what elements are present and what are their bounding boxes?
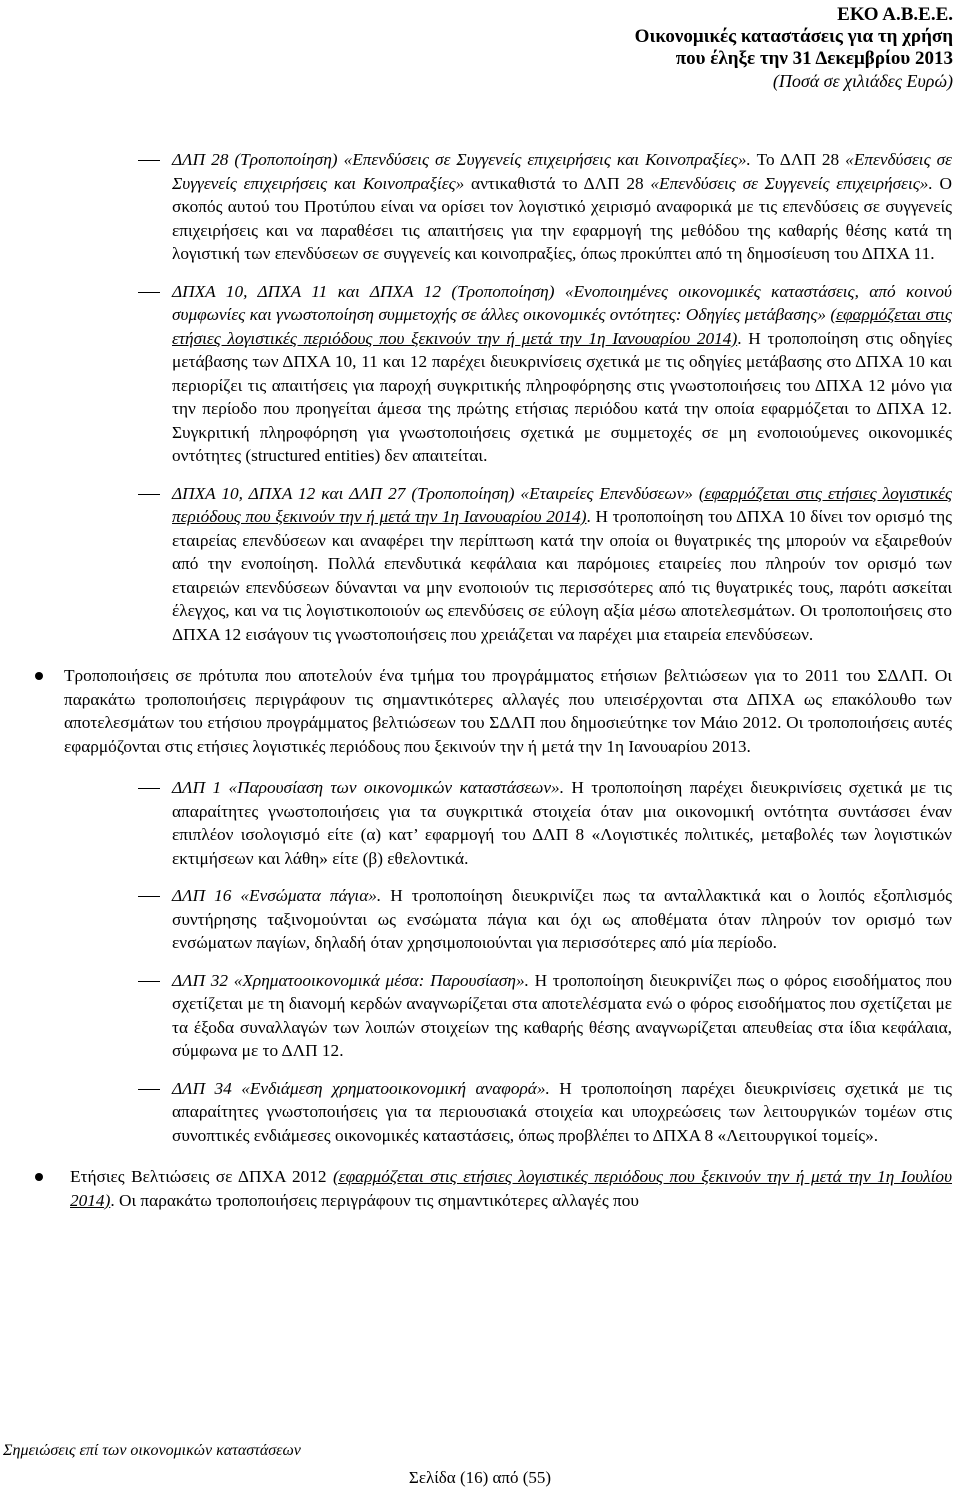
standard-title: ΔΛΠ 34 «Ενδιάμεση χρηματοοικονομική αναφορά». (172, 1078, 550, 1098)
text: Τροποποιήσεις σε πρότυπα που αποτελούν ένα τμήμα του προγράμματος ετήσιων βελτιώσεων για το 2011 του ΣΔΛΠ. Οι παρακάτω τροποποιήσεις περιγράφουν τις σημαντικότερες αλλαγές που υπεισέρχονται στα ΔΠΧΑ ως επακόλουθο των αποτελεσμάτων του ετήσιου προγράμματος βελτιώσεων του ΣΔΛΠ που δημοσιεύτηκε τον Μάιο 2012. Οι τροποποιήσεις αυτές εφαρμόζονται στις ετήσιες λογιστικές περιόδους που ξεκινούν την ή μετά την 1η Ιανουαρίου 2013. (64, 666, 952, 756)
text: Η τροποποίηση διευκρινίζει πως ο φόρος εισοδήματος που σχετίζεται με τη διανομή κερδών αναγνωρίζεται στα αποτελέσματα ενώ ο φόρος εισοδήματος που σχετίζεται με τα έξοδα συναλλαγών των λοιπών στοιχείων της καθαρής θέσης αναγνωρίζεται απευθείας στα ίδια κεφάλαια, σύμφωνα με το ΔΛΠ 12. (172, 970, 952, 1060)
list-item-ias34 (172, 1077, 952, 1148)
amount-units: (Ποσά σε χιλιάδες Ευρώ) (772, 71, 953, 91)
standard-title: ΔΛΠ 16 «Ενσώματα πάγια». (172, 886, 382, 905)
text: Το ΔΛΠ 28 (750, 150, 846, 169)
text: . Η τροποποίηση στις οδηγίες μετάβασης των ΔΠΧΑ 10, 11 και 12 παρέχει διευκρινίσεις σχετικά με τις οδηγίες μετάβασης στο ΔΠΧΑ 10 και περιορίζει τις απαιτήσεις για παροχή συγκριτικής πληροφόρησης στις γνωστοποιήσεις του ΔΠΧΑ 12 μόνο για την περίοδο που προηγείται άμεσα της πρώτης ετήσιας περιόδου κατά την οποία εφαρμόζεται το ΔΠΧΑ 12. Συγκριτική πληροφόρηση για γνωστοποιήσεις σχετικά με συμμετοχές σε μη ενοποιούμενες οικονομικές οντότητες (structured entities) δεν απαιτείται. (172, 328, 952, 465)
standard-title: ΔΛΠ 32 «Χρηματοοικονομικά μέσα: Παρουσίαση». (172, 970, 529, 990)
text: . Οι παρακάτω τροποποιήσεις περιγράφουν τις σημαντικότερες αλλαγές που (110, 1190, 639, 1210)
standard-title: ΔΠΧΑ 10, ΔΠΧΑ 11 και ΔΠΧΑ 12 (Τροποποίηση) «Ενοποιημένες οικονομικές καταστάσεις, από κοινού συμφωνίες και γνωστοποίηση συμμετοχής σε άλλες οικονομικές οντότητες: Οδηγίες μετάβασης» (172, 281, 952, 324)
list-item-ias16 (172, 884, 952, 955)
list-item-ias28 (172, 148, 952, 266)
standard-title: «Επενδύσεις σε Συγγενείς επιχειρήσεις και Κοινοπραξίες» (172, 150, 952, 193)
standard-title: ΔΛΠ 28 (Τροποποίηση) «Επενδύσεις σε Συγγενείς επιχειρήσεις και Κοινοπραξίες». (172, 150, 751, 169)
effective-date-note: (εφαρμόζεται στις ετήσιες λογιστικές περιόδους που ξεκινούν την ή μετά την 1η Ιουλίου 2014) (70, 1167, 952, 1210)
list-item-ias1 (172, 776, 952, 870)
list-item-ias32 (172, 969, 952, 1063)
text: Ο σκοπός αυτού του Προτύπου είναι να ορίσει τον λογιστικό χειρισμό αναφορικά με τις επενδύσεις σε συγγενείς επιχειρήσεις και να παραθέσει τις απαιτήσεις για την εφαρμογή της μεθόδου της καθαρής θέσης κατά τη λογιστική των επενδύσεων σε συγγενείς και κοινοπραξίες, όπως προκύπτει από τη δημοσίευση του ΔΠΧΑ 11. (172, 173, 952, 263)
company-name: ΕΚΟ Α.Β.Ε.Ε. (837, 4, 953, 25)
footer-notes-label: Σημειώσεις επί των οικονομικών καταστάσεων (3, 1442, 301, 1459)
document-body (0, 148, 960, 1212)
standard-title: ΔΠΧΑ 10, ΔΠΧΑ 12 και ΔΛΠ 27 (Τροποποίηση) «Εταιρείες Επενδύσεων» (172, 483, 699, 503)
bullet-annual-improvements-2012 (70, 1165, 952, 1212)
page-number: Σελίδα (16) από (55) (408, 1468, 552, 1487)
statement-title: Οικονομικές καταστάσεις για τη χρήση (634, 26, 953, 47)
list-item-investment-entities (172, 482, 952, 647)
text: Η τροποποίηση διευκρινίζει πως τα ανταλλακτικά και ο λοιπός εξοπλισμός συντήρησης ταξινομούνται ως ενσώματα πάγια και όχι ως αποθέματα όταν πληρούν τον ορισμό των ενσώματων παγίων, δηλαδή όταν χρησιμοποιούνται για περισσότερες από μία περίοδο. (172, 886, 953, 952)
page-header (635, 4, 953, 92)
text: Η τροποποίηση παρέχει διευκρινίσεις σχετικά με τις απαραίτητες γνωστοποιήσεις για τα συγκριτικά στοιχεία όταν μια οικονομική οντότητα συντάσσει έναν επιπλέον ισολογισμό είτε (α) κατ’ εφαρμογή του ΔΛΠ 8 «Λογιστικές πολιτικές, μεταβολές των λογιστικών εκτιμήσεων και λάθη» είτε (β) εθελοντικά. (172, 778, 952, 868)
effective-date-note: (εφαρμόζεται στις ετήσιες λογιστικές περιόδους που ξεκινούν την ή μετά την 1η Ιανουαρίου 2014) (172, 305, 952, 348)
text: αντικαθιστά το ΔΛΠ 28 (464, 173, 651, 193)
statement-period: που έληξε την 31 Δεκεμβρίου 2013 (675, 48, 953, 69)
text: . Η τροποποίηση του ΔΠΧΑ 10 δίνει τον ορισμό της εταιρείας επενδύσεων και αναφέρει την περίπτωση κατά την οποία οι θυγατρικές της μπορούν να εξαιρεθούν από την ενοποίηση. Πολλά επενδυτικά κεφάλαια και παρόμοιες εταιρείες που πληρούν τον ορισμό των εταιρειών επενδύσεων δύνανται να μην ενοποιούν τις περισσότερες από τις θυγατρικές τους, παρότι ασκείται έλεγχος, και να τις λογιστικοποιούν ως επενδύσεις σε εύλογη αξία μέσω αποτελεσμάτων. Οι τροποποιήσεις στο ΔΠΧΑ 12 εισάγουν τις γνωστοποιήσεις που χρειάζεται να παρέχει μια εταιρεία επενδύσεων. (172, 507, 952, 644)
standard-title: «Επενδύσεις σε Συγγενείς επιχειρήσεις». (650, 173, 933, 193)
list-item-ifrs10-11-12 (172, 280, 952, 468)
effective-date-note: (εφαρμόζεται στις ετήσιες λογιστικές περιόδους που ξεκινούν την ή μετά την 1η Ιανουαρίου 2014) (172, 483, 952, 526)
bullet-annual-improvements-2011 (64, 664, 952, 758)
standard-title: ΔΛΠ 1 «Παρουσίαση των οικονομικών καταστάσεων». (172, 778, 565, 797)
text: Η τροποποίηση παρέχει διευκρινίσεις σχετικά με τις απαραίτητες γνωστοποιήσεις για τα περιουσιακά στοιχεία και υποχρεώσεις των λειτουργικών τομέων στις συνοπτικές ενδιάμεσες οικονομικές καταστάσεις, όπως προβλέπει το ΔΠΧΑ 8 «Λειτουργικοί τομείς». (172, 1078, 952, 1145)
text: Ετήσιες Βελτιώσεις σε ΔΠΧΑ 2012 (70, 1167, 334, 1186)
